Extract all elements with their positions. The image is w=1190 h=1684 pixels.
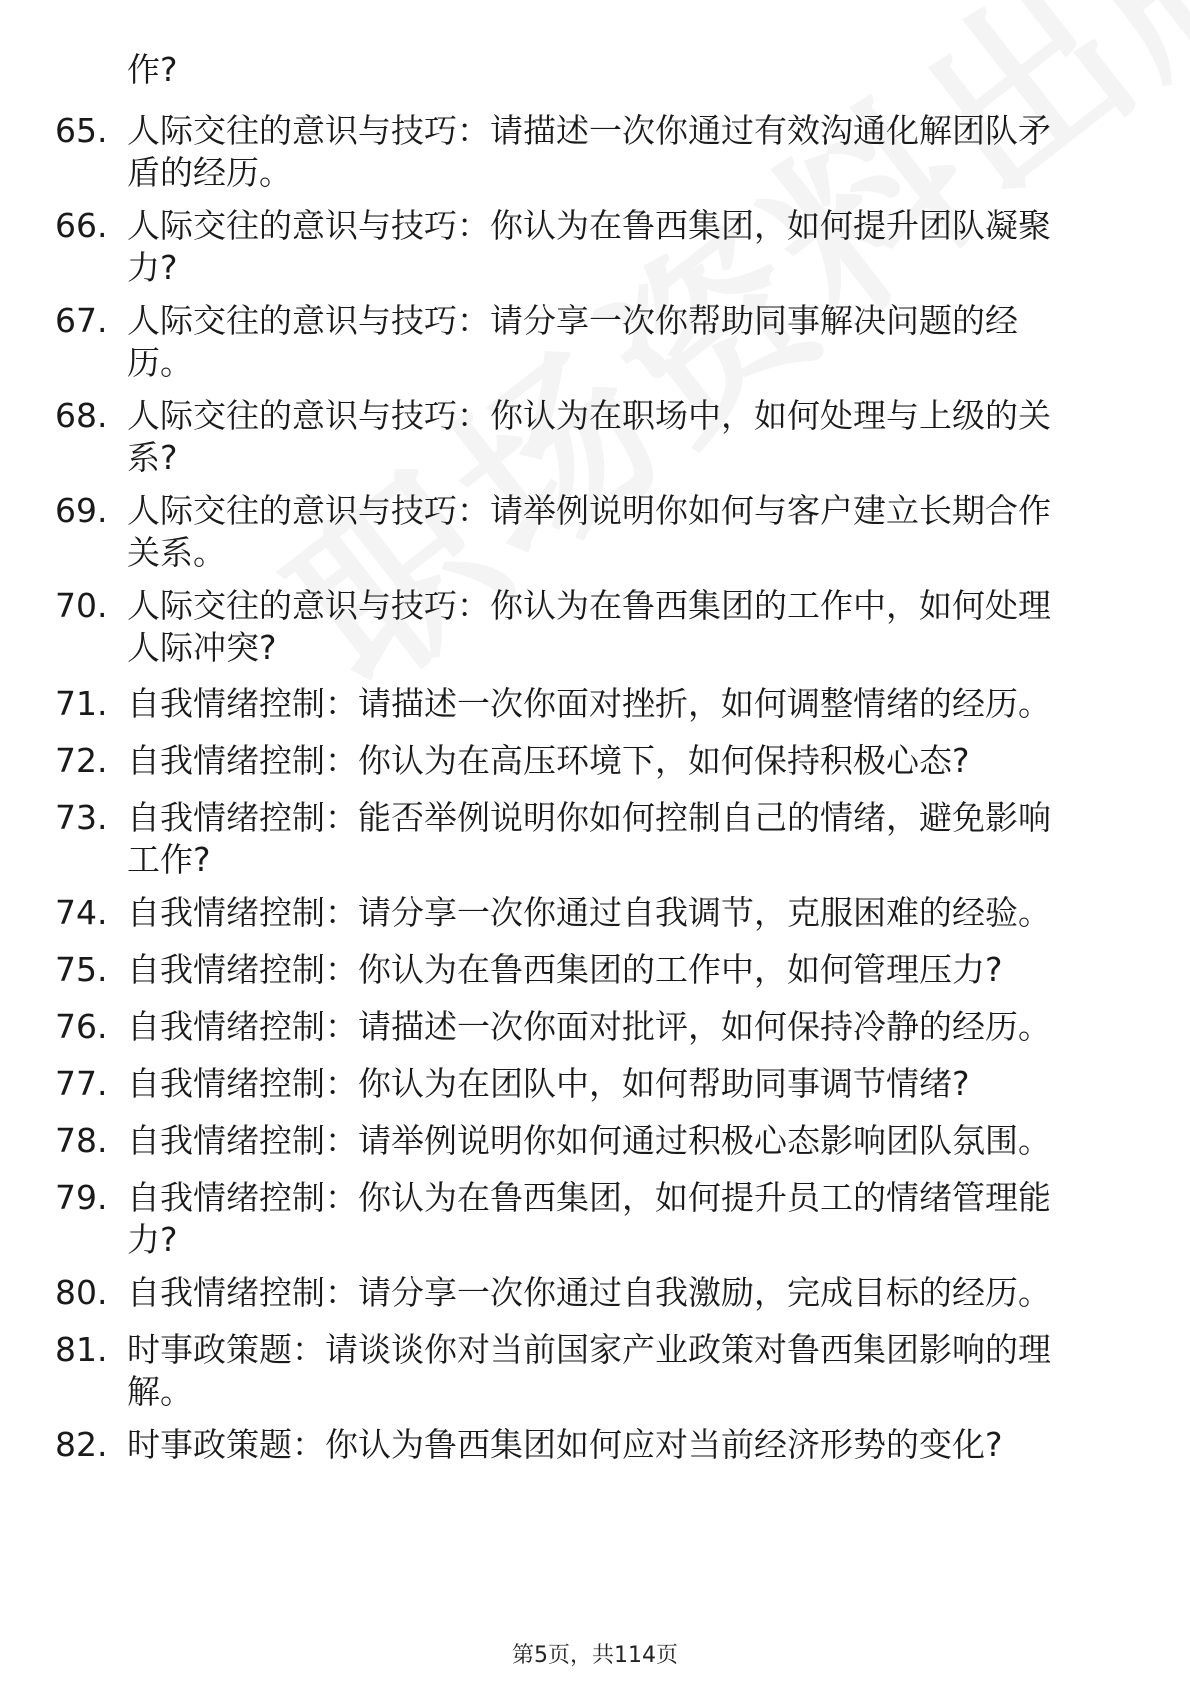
page-footer: 第5页，共114页	[512, 1643, 678, 1668]
question-number: 71.	[55, 684, 108, 723]
question-line: 人际冲突?	[127, 628, 277, 667]
question-line: 时事政策题：你认为鲁西集团如何应对当前经济形势的变化?	[127, 1425, 1003, 1464]
question-text	[127, 1063, 1127, 1105]
question-line: 工作?	[127, 840, 211, 879]
question-number: 76.	[55, 1007, 108, 1046]
question-line: 自我情绪控制：请分享一次你通过自我激励，完成目标的经历。	[127, 1273, 1051, 1312]
question-number: 70.	[55, 586, 108, 625]
question-number: 72.	[55, 741, 108, 780]
question-line: 人际交往的意识与技巧：你认为在鲁西集团的工作中，如何处理	[127, 586, 1051, 625]
question-text	[127, 490, 1127, 574]
question-text	[127, 1272, 1127, 1314]
question-number: 74.	[55, 893, 108, 932]
question-line: 自我情绪控制：你认为在团队中，如何帮助同事调节情绪?	[127, 1064, 970, 1103]
question-text	[127, 1424, 1127, 1466]
question-line: 自我情绪控制：请描述一次你面对批评，如何保持冷静的经历。	[127, 1007, 1051, 1046]
question-line: 力?	[127, 248, 178, 287]
question-line: 历。	[127, 343, 193, 382]
question-number: 77.	[55, 1064, 108, 1103]
question-number: 68.	[55, 396, 108, 435]
question-text	[127, 205, 1127, 289]
question-text	[127, 1329, 1127, 1413]
question-number: 81.	[55, 1330, 108, 1369]
question-text	[127, 1006, 1127, 1048]
question-number: 75.	[55, 950, 108, 989]
question-line: 自我情绪控制：能否举例说明你如何控制自己的情绪，避免影响	[127, 798, 1051, 837]
question-line: 人际交往的意识与技巧：你认为在鲁西集团，如何提升团队凝聚	[127, 206, 1051, 245]
question-line: 解。	[127, 1372, 193, 1411]
question-number: 65.	[55, 111, 108, 150]
continuation-text: 作?	[127, 50, 178, 89]
question-text	[127, 300, 1127, 384]
question-line: 盾的经历。	[127, 153, 292, 192]
question-text	[127, 949, 1127, 991]
question-number: 78.	[55, 1121, 108, 1160]
question-number: 73.	[55, 798, 108, 837]
question-line: 人际交往的意识与技巧：请分享一次你帮助同事解决问题的经	[127, 301, 1018, 340]
question-line: 自我情绪控制：请描述一次你面对挫折，如何调整情绪的经历。	[127, 684, 1051, 723]
question-line: 自我情绪控制：你认为在鲁西集团的工作中，如何管理压力?	[127, 950, 1003, 989]
question-line: 自我情绪控制：你认为在鲁西集团，如何提升员工的情绪管理能	[127, 1178, 1051, 1217]
question-number: 80.	[55, 1273, 108, 1312]
question-number: 79.	[55, 1178, 108, 1217]
question-text	[127, 1177, 1127, 1261]
question-number: 82.	[55, 1425, 108, 1464]
question-number: 66.	[55, 206, 108, 245]
question-text	[127, 395, 1127, 479]
question-line: 自我情绪控制：请分享一次你通过自我调节，克服困难的经验。	[127, 893, 1051, 932]
question-line: 人际交往的意识与技巧：请描述一次你通过有效沟通化解团队矛	[127, 111, 1051, 150]
question-text	[127, 740, 1127, 782]
question-text	[127, 797, 1127, 881]
question-text	[127, 110, 1127, 194]
question-text	[127, 1120, 1127, 1162]
question-line: 人际交往的意识与技巧：请举例说明你如何与客户建立长期合作	[127, 491, 1051, 530]
question-text	[127, 892, 1127, 934]
question-line: 人际交往的意识与技巧：你认为在职场中，如何处理与上级的关	[127, 396, 1051, 435]
question-line: 自我情绪控制：请举例说明你如何通过积极心态影响团队氛围。	[127, 1121, 1051, 1160]
question-line: 自我情绪控制：你认为在高压环境下，如何保持积极心态?	[127, 741, 970, 780]
question-number: 69.	[55, 491, 108, 530]
question-line: 系?	[127, 438, 178, 477]
question-line: 关系。	[127, 533, 226, 572]
question-number: 67.	[55, 301, 108, 340]
question-line: 力?	[127, 1220, 178, 1259]
question-line: 时事政策题：请谈谈你对当前国家产业政策对鲁西集团影响的理	[127, 1330, 1051, 1369]
question-text	[127, 585, 1127, 669]
question-text	[127, 683, 1127, 725]
